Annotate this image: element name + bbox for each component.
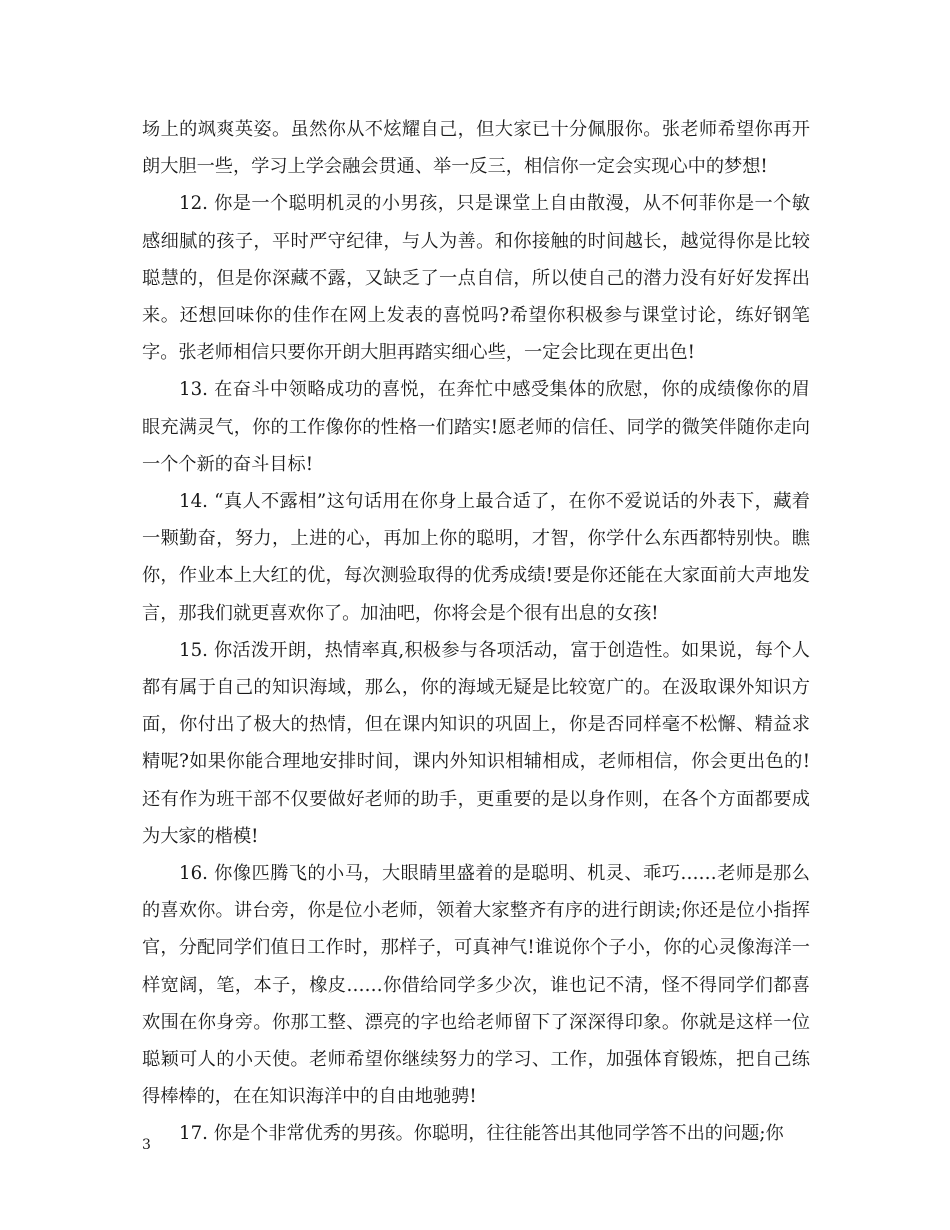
paragraph-item-15: 15. 你活泼开朗，热情率真,积极参与各项活动，富于创造性。如果说，每个人都有属于自己的知识海域，那么，你的海域无疑是比较宽广的。在汲取课外知识方面，你付出了极大的热情，但在课内知识的巩固上，你是否同样毫不松懈、精益求精呢?如果你能合理地安排时间，课内外知识相辅相成，老师相信，你会更出色的!还有作为班干部不仅要做好老师的助手，更重要的是以身作则，在各个方面都要成为大家的楷模! (142, 639, 810, 847)
paragraph-item-17: 17. 你是个非常优秀的男孩。你聪明，往往能答出其他同学答不出的问题;你 (179, 1123, 784, 1145)
paragraph-item-12: 12. 你是一个聪明机灵的小男孩，只是课堂上自由散漫，从不何菲你是一个敏感细腻的孩子，平时严守纪律，与人为善。和你接触的时间越长，越觉得你是比较聪慧的，但是你深藏不露，又缺乏了一点自信，所以使自己的潜力没有好好发挥出来。还想回味你的佳作在网上发表的喜悦吗?希望你积极参与课堂讨论，练好钢笔字。张老师相信只要你开朗大胆再踏实细心些，一定会比现在更出色! (142, 193, 810, 364)
page-number: 3 (142, 1137, 151, 1153)
paragraph-item-13: 13. 在奋斗中领略成功的喜悦，在奔忙中感受集体的欣慰，你的成绩像你的眉眼充满灵气，你的工作像你的性格一们踏实!愿老师的信任、同学的微笑伴随你走向一个个新的奋斗目标! (142, 379, 810, 475)
paragraph-item-16: 16. 你像匹腾飞的小马，大眼睛里盛着的是聪明、机灵、乖巧……老师是那么的喜欢你。讲台旁，你是位小老师，领着大家整齐有序的进行朗读;你还是位小指挥官，分配同学们值日工作时，那样子，可真神气!谁说你个子小，你的心灵像海洋一样宽阔，笔，本子，橡皮……你借给同学多少次，谁也记不清，怪不得同学们都喜欢围在你身旁。你那工整、漂亮的字也给老师留下了深深得印象。你就是这样一位聪颖可人的小天使。老师希望你继续努力的学习、工作，加强体育锻炼，把自己练得棒棒的，在在知识海洋中的自由地驰骋! (142, 863, 810, 1108)
document-body (142, 111, 810, 1153)
paragraph-item-14: 14. “真人不露相”这句话用在你身上最合适了，在你不爱说话的外表下，藏着一颗勤奋，努力，上进的心，再加上你的聪明，才智，你学什么东西都特别快。瞧你，作业本上大红的优，每次测验取得的优秀成绩!要是你还能在大家面前大声地发言，那我们就更喜欢你了。加油吧，你将会是个很有出息的女孩! (142, 491, 810, 624)
paragraph-continued: 场上的飒爽英姿。虽然你从不炫耀自己，但大家已十分佩服你。张老师希望你再开朗大胆一些，学习上学会融会贯通、举一反三，相信你一定会实现心中的梦想! (142, 119, 810, 178)
